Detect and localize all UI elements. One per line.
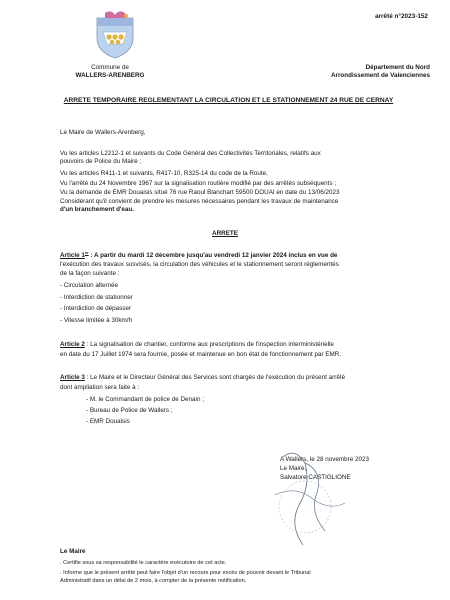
footer-line: Administratif dans un délai de 2 mois, à compter de la présente notification. (60, 578, 247, 584)
visa-line: Vu les articles L2212-1 et suivants du Code Général des Collectivités Territoriales, relatifs aux (60, 150, 321, 157)
footer-line: . Informe que le présent arrêté peut faire l'objet d'un recours pour excès de pouvoir devant le Tribunal (60, 570, 311, 576)
visa-line: Considérant qu'il convient de prendre les mesures nécessaires pendant les travaux de maintenance (60, 198, 339, 205)
article-3-line: dont ampliation sera faite à : (60, 384, 140, 391)
intro-line: Le Maire de Wallers-Arenberg, (60, 129, 146, 136)
visa-line: Vu la demande de EMR Douaisis situé 76 rue Raoul Blanchart 59500 DOUAI en date du 13/06/2023 (60, 189, 340, 196)
article-2-line (60, 341, 334, 349)
commune-name: WALLERS-ARENBERG (75, 72, 145, 79)
arrondissement-label: Arrondissement de Valenciennes (330, 72, 430, 79)
measure-item: - Circulation alternée (60, 282, 119, 289)
article-1-line (60, 249, 338, 260)
article-1-line: de la façon suivante : (60, 270, 120, 277)
visa-line: d'un branchement d'eau. (60, 206, 135, 213)
signature-name: Salvatore CASTIGLIONE (280, 474, 351, 481)
arrete-heading: ARRETE (212, 230, 238, 237)
article-3-label: Article 3 (60, 374, 85, 381)
article-2-label: Article 2 (60, 341, 85, 348)
recipient-item: - M. le Commandant de police de Denain ; (86, 396, 204, 403)
article-1-sup: er (84, 249, 89, 255)
measure-item: - Interdiction de stationner (60, 294, 133, 301)
visa-line: Vu les articles R411-1 et suivants, R417-10, R325-14 du code de la Route, (60, 170, 268, 177)
article-1-text: : A partir du mardi 12 décembre jusqu'au vendredi 12 janvier 2024 inclus en vue de (88, 252, 338, 259)
arrete-reference: arrêté n°2023-152 (374, 13, 428, 20)
article-2-text: : La signalisation de chantier, conforme aux prescriptions de l'inspection interministérielle (84, 341, 334, 348)
footer-title: Le Maire (60, 548, 86, 555)
article-3-line (60, 374, 345, 382)
measure-item: - Interdiction de dépasser (60, 305, 132, 312)
article-3-text: : Le Maire et le Directeur Général des Services sont chargés de l'exécution du présent arrêté (84, 374, 346, 381)
document-title: ARRETE TEMPORAIRE REGLEMENTANT LA CIRCULATION ET LE STATIONNEMENT 24 RUE DE CERNAY (63, 97, 394, 104)
recipient-item: - Bureau de Police de Wallers ; (86, 407, 173, 414)
article-1-line: l'exécution des travaux susvisés, la circulation des véhicules et le stationnement seront réglementés (60, 261, 339, 268)
article-1-label: Article 1 (60, 252, 85, 259)
footer-line: . Certifie sous sa responsabilité le caractère exécutoire de cet acte. (60, 560, 227, 566)
department-label: Département du Nord (365, 64, 430, 71)
coat-of-arms-icon (93, 10, 137, 60)
article-2-line: en date du 17 Juillet 1974 sera fournie, posée et maintenue en bon état de fonctionnement par EMR. (60, 351, 342, 358)
commune-label: Commune de (91, 64, 129, 71)
recipient-item: - EMR Douaisis (86, 418, 130, 425)
visa-line: Vu l'arrêté du 24 Novembre 1967 sur la signalisation routière modifié par des arrêtés subséquents ; (60, 180, 337, 187)
visa-line: pouvoirs de Police du Maire ; (60, 158, 142, 165)
signature-place-date: A Wallers, le 28 novembre 2023 (280, 456, 370, 463)
measure-item: - Vitesse limitée à 30km/h (60, 317, 132, 324)
signature-role: Le Maire, (280, 465, 307, 472)
